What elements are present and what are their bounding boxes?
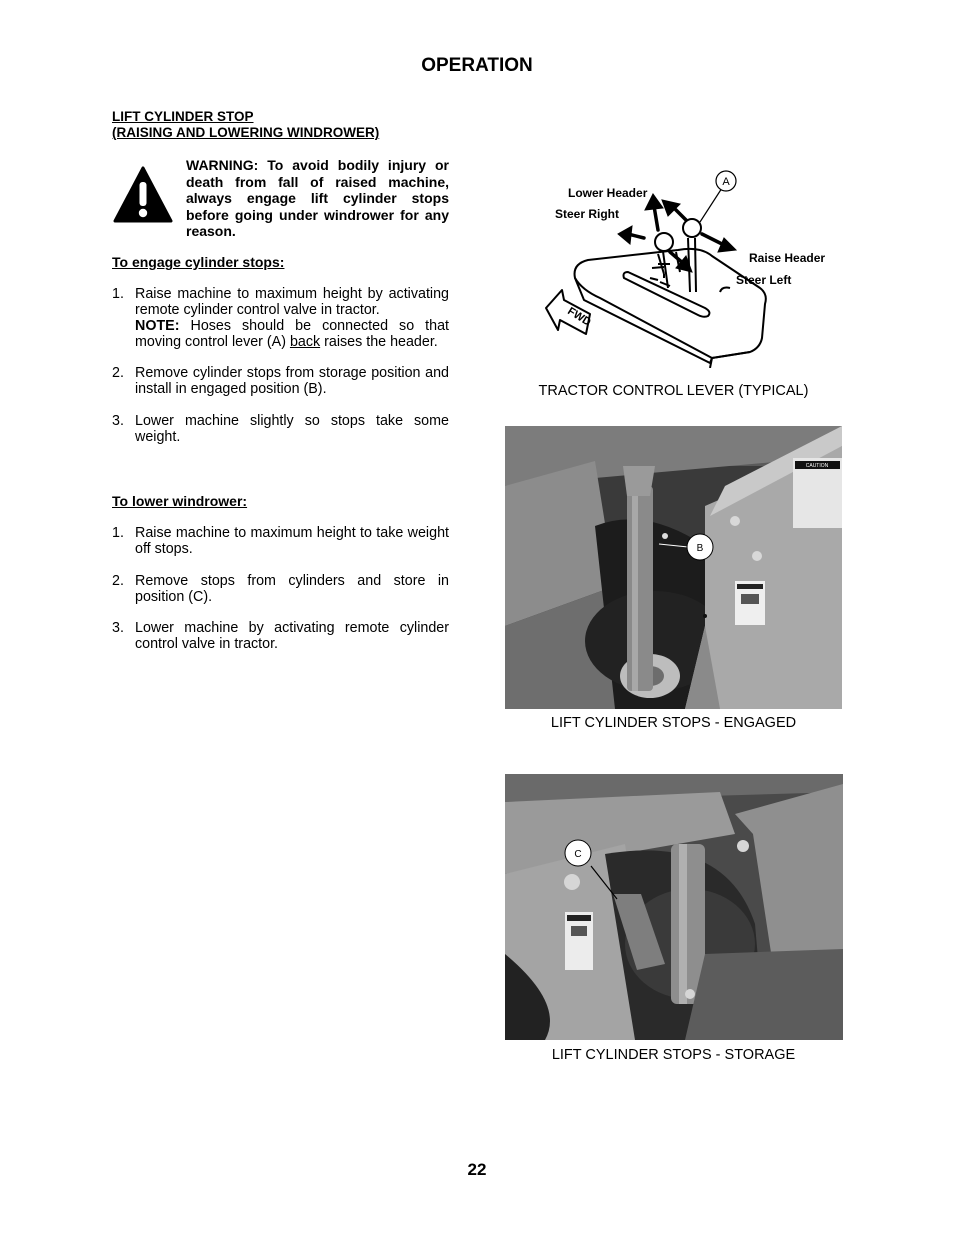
engaged-caption: LIFT CYLINDER STOPS - ENGAGED: [550, 715, 797, 731]
list-item: [112, 620, 449, 652]
engaged-photo: [505, 426, 842, 709]
storage-caption: LIFT CYLINDER STOPS - STORAGE: [551, 1047, 796, 1063]
page-title: OPERATION: [421, 55, 533, 76]
engage-steps: [112, 286, 449, 445]
step-number: 1.: [112, 286, 124, 302]
lever-caption: TRACTOR CONTROL LEVER (TYPICAL): [538, 383, 809, 399]
step-number: 3.: [112, 413, 124, 429]
step-text: Lower machine by activating remote cylinder control valve in tractor.: [135, 620, 449, 652]
callout-a: [700, 171, 736, 222]
lower-heading: To lower windrower:: [112, 493, 248, 509]
section-title-line1: LIFT CYLINDER STOP: [112, 109, 254, 124]
page-number: 22: [467, 1160, 487, 1179]
tractor-control-lever-diagram: [540, 168, 840, 368]
list-item: [112, 525, 449, 557]
label-steer-right: Steer Right: [555, 207, 620, 221]
warning-text: WARNING: To avoid bodily injury or death from fall of raised machine, always engage lift cylinder stops before going under windrower for any reason.: [186, 157, 449, 239]
note-text: Hoses should be connected so that moving control lever (A): [135, 318, 449, 350]
label-raise-header: Raise Header: [749, 251, 826, 265]
step-text: Remove cylinder stops from storage position and install in engaged position (B).: [135, 365, 449, 397]
label-lower-header: Lower Header: [568, 186, 648, 200]
step-number: 2.: [112, 365, 124, 381]
fwd-arrow: [546, 290, 593, 334]
list-item: [112, 573, 449, 605]
step-text: Raise machine to maximum height to take weight off stops.: [135, 525, 449, 557]
note-text-end: raises the header.: [320, 334, 438, 350]
note-underline: back: [289, 334, 321, 350]
section-title-line2: (RAISING AND LOWERING WINDROWER): [112, 125, 380, 140]
section-title: [112, 109, 379, 141]
note-label: NOTE:: [135, 318, 180, 334]
label-steer-left: Steer Left: [736, 273, 792, 287]
warning-icon: [113, 166, 173, 224]
callout-b-label: B: [696, 543, 704, 554]
step-text: Lower machine slightly so stops take some weight.: [135, 413, 449, 445]
fwd-label: FWD: [565, 305, 593, 329]
list-item: [112, 413, 449, 445]
decal-text: CAUTION: [805, 463, 829, 469]
callout-a-label: A: [722, 176, 730, 188]
step-number: 2.: [112, 573, 124, 589]
step-text: Remove stops from cylinders and store in position (C).: [135, 573, 449, 605]
lower-steps: [112, 525, 449, 652]
step-number: 1.: [112, 525, 124, 541]
step-number: 3.: [112, 620, 124, 636]
list-item: [112, 365, 449, 397]
storage-photo: [505, 774, 843, 1040]
lever-console: [575, 249, 766, 368]
callout-c-label: C: [574, 849, 582, 860]
step-text: Raise machine to maximum height by activating remote cylinder control valve in tractor.: [135, 286, 449, 318]
list-item: [112, 286, 449, 350]
engage-heading: To engage cylinder stops:: [112, 254, 285, 270]
